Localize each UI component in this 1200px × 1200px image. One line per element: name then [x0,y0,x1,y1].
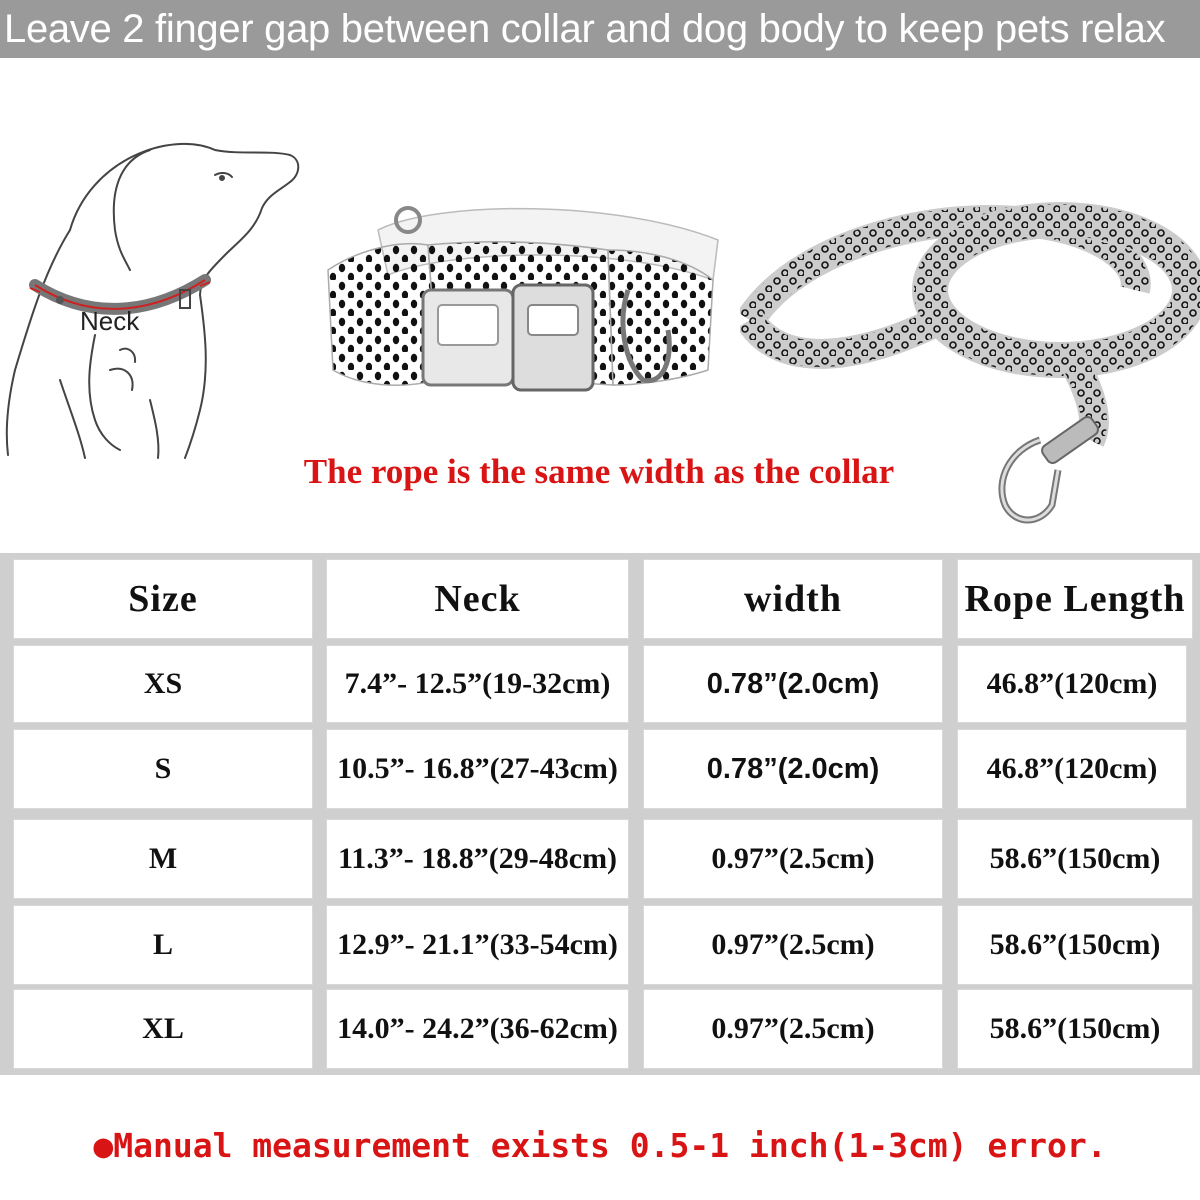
row-l-width: 0.97”(2.5cm) [643,905,943,985]
size-chart-table [0,553,1200,1075]
header-neck: Neck [326,559,629,639]
row-xs-size: XS [13,645,313,723]
row-xl-width: 0.97”(2.5cm) [643,989,943,1069]
row-xl-rope: 58.6”(150cm) [957,989,1193,1069]
row-xl-size: XL [13,989,313,1069]
row-s-rope: 46.8”(120cm) [957,729,1187,809]
row-l-rope: 58.6”(150cm) [957,905,1193,985]
top-banner: Leave 2 finger gap between collar and dog body to keep pets relax [0,0,1200,58]
row-l-neck: 12.9”- 21.1”(33-54cm) [326,905,629,985]
row-xs-rope: 46.8”(120cm) [957,645,1187,723]
row-s-neck: 10.5”- 16.8”(27-43cm) [326,729,629,809]
row-m-width: 0.97”(2.5cm) [643,819,943,899]
row-s-size: S [13,729,313,809]
row-xs-neck: 7.4”- 12.5”(19-32cm) [326,645,629,723]
row-xl-neck: 14.0”- 24.2”(36-62cm) [326,989,629,1069]
row-m-rope: 58.6”(150cm) [957,819,1193,899]
header-rope-length: Rope Length [957,559,1193,639]
measurement-error-note: ●Manual measurement exists 0.5-1 inch(1-3cm) error. [93,1126,1107,1165]
dog-neck-illustration [0,120,320,460]
row-m-neck: 11.3”- 18.8”(29-48cm) [326,819,629,899]
rope-width-note: The rope is the same width as the collar [303,452,895,491]
row-l-size: L [13,905,313,985]
header-width: width [643,559,943,639]
header-size: Size [13,559,313,639]
row-xs-width: 0.78”(2.0cm) [643,645,943,723]
neck-label: Neck [80,306,140,336]
row-s-width: 0.78”(2.0cm) [643,729,943,809]
collar-illustration [318,190,728,420]
row-m-size: M [13,819,313,899]
